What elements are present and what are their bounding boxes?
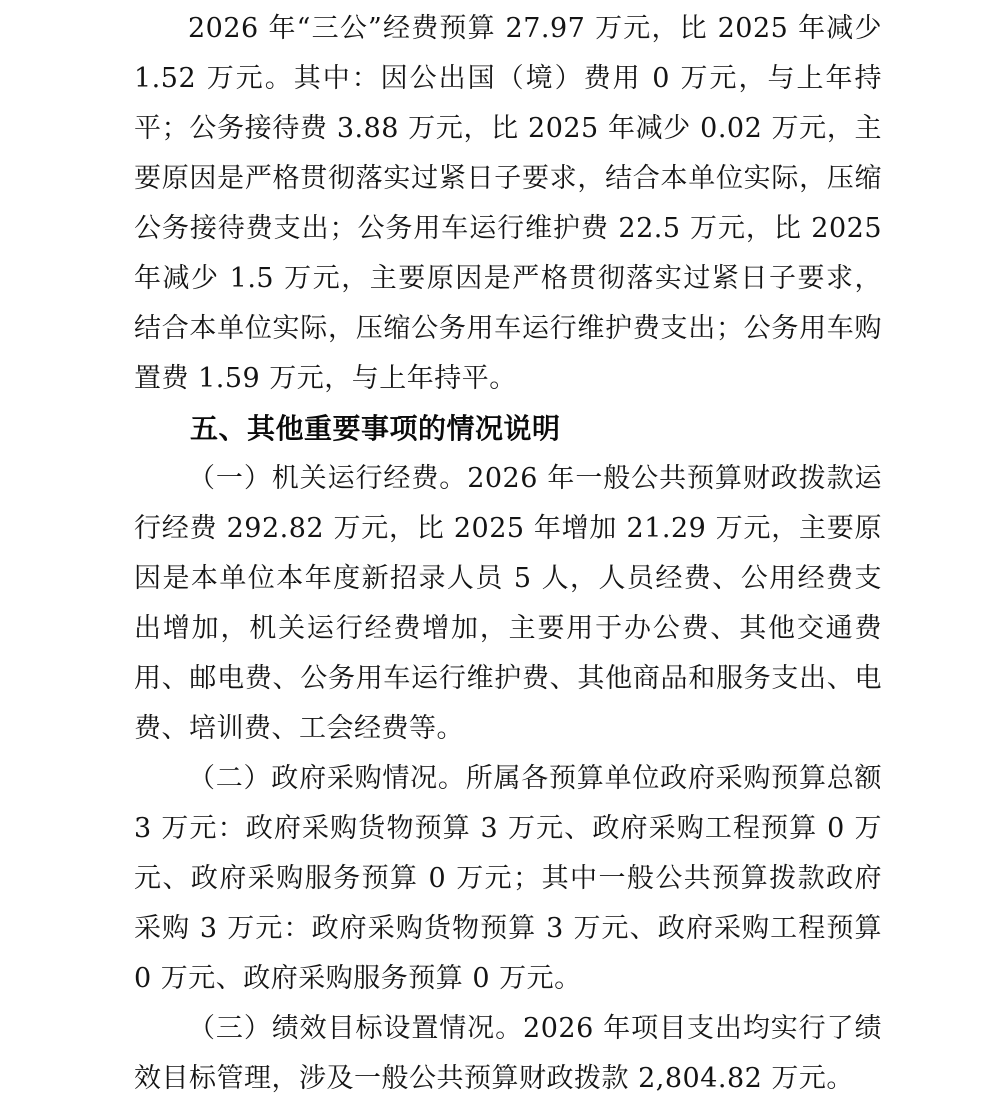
budget-report-page <box>134 4 882 1104</box>
subsection-lead-performance-targets: （三）绩效目标设置情况。 <box>188 1013 524 1044</box>
paragraph-three-public-expenses: 2026 年“三公”经费预算 27.97 万元，比 2025 年减少 1.52 万元。其中：因公出国（境）费用 0 万元，与上年持平；公务接待费 3.88 万元，比 2025 年减少 0.02 万元，主要原因是严格贯彻落实过紧日子要求，结合本单位实际，压缩公务接待费支出；公务用车运行维护费 22.5 万元，比 2025 年减少 1.5 万元，主要原因是严格贯彻落实过紧日子要求，结合本单位实际，压缩公务用车运行维护费支出；公务用车购置费 1.59 万元，与上年持平。 <box>134 13 882 394</box>
section-heading-other-important-matters: 五、其他重要事项的情况说明 <box>190 413 561 444</box>
paragraph-performance-targets <box>134 1004 882 1104</box>
paragraph-government-procurement <box>134 754 882 1004</box>
subsection-body-government-procurement: 所属各预算单位政府采购预算总额 3 万元：政府采购货物预算 3 万元、政府采购工程预算 0 万元、政府采购服务预算 0 万元；其中一般公共预算拨款政府采购 3 万元：政府采购货物预算 3 万元、政府采购工程预算 0 万元、政府采购服务预算 0 万元。 <box>134 763 883 994</box>
subsection-lead-agency-operating-funds: （一）机关运行经费。 <box>188 463 468 494</box>
subsection-body-performance-targets: 2026 年项目支出均实行了绩效目标管理，涉及一般公共预算财政拨款 2,804.82 万元。 <box>134 1013 883 1094</box>
subsection-lead-government-procurement: （二）政府采购情况。 <box>188 763 466 794</box>
paragraph-agency-operating-funds <box>134 454 882 754</box>
subsection-body-agency-operating-funds: 2026 年一般公共预算财政拨款运行经费 292.82 万元，比 2025 年增加 21.29 万元，主要原因是本单位本年度新招录人员 5 人，人员经费、公用经费支出增加，机关运行经费增加，主要用于办公费、其他交通费用、邮电费、公务用车运行维护费、其他商品和服务支出、电费、培训费、工会经费等。 <box>134 463 883 744</box>
